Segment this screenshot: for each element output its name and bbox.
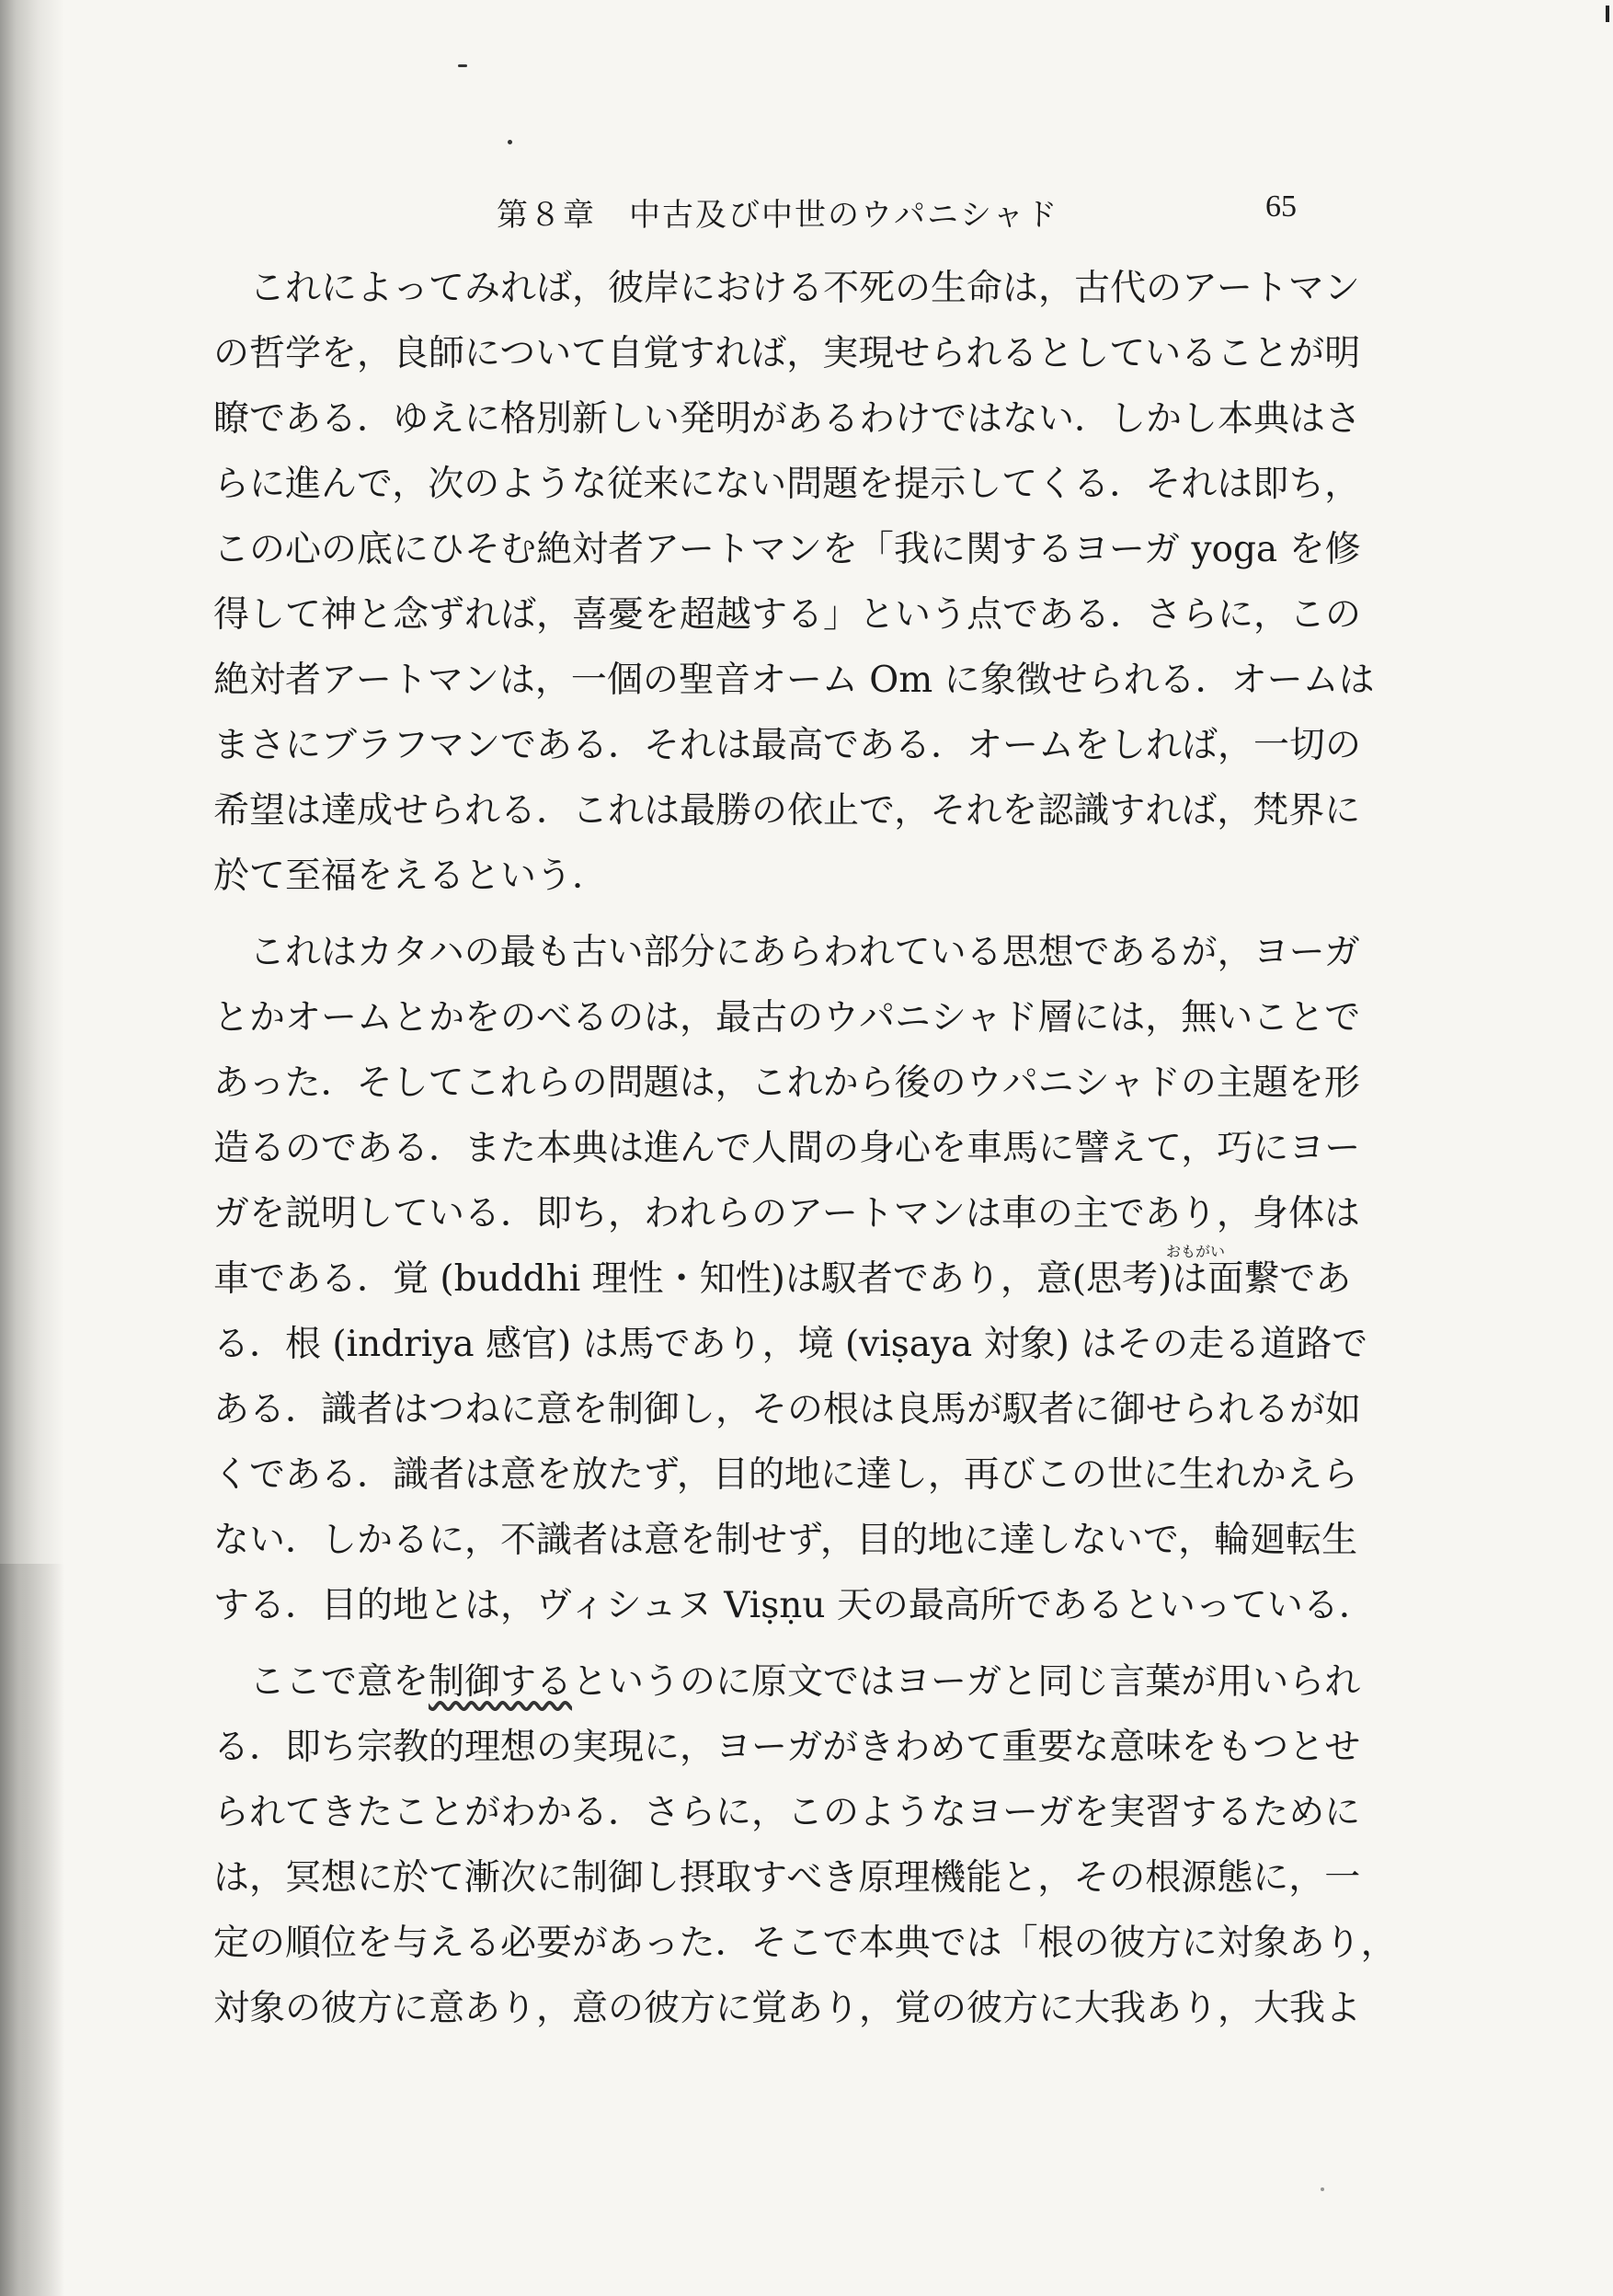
text-line: の哲学を，良師について自覚すれば，実現せられるとしていることが明 (213, 333, 1361, 374)
text-line: ガを説明している．即ち，われらのアートマンは車の主であり，身体は (213, 1193, 1360, 1234)
scan-speck (508, 140, 512, 144)
text-line: 造るのである．また本典は進んで人間の身心を車馬に譬えて，巧にヨー (213, 1128, 1361, 1169)
text-line: る．即ち宗教的理想の実現に，ヨーガがきわめて重要な意味をもつとせ (213, 1727, 1361, 1768)
text-line: 瞭である．ゆえに格別新しい発明があるわけではない．しかし本典はさ (213, 398, 1362, 440)
text-line: まさにブラフマンである．それは最高である．オームをしれば，一切の (213, 725, 1362, 766)
running-head (497, 189, 1297, 241)
text-line: 希望は達成せられる．これは最勝の依止で，それを認識すれば，梵界に (213, 790, 1361, 832)
chapter-title: 第８章 中古及び中世のウパニシャド (497, 197, 1059, 234)
text-line: あった．そしてこれらの問題は，これから後のウパニシャドの主題を形 (213, 1062, 1360, 1104)
text-line: おもがい 車である．覚 (buddhi 理性・知性)は馭者であり，意(思考)は面繋であ (213, 1243, 1352, 1300)
text-line: これはカタハの最も古い部分にあらわれている思想であるが，ヨーガ (213, 932, 1360, 973)
body-text (213, 256, 1397, 2041)
scan-speck (1321, 2187, 1324, 2191)
text-line: この心の底にひそむ絶対者アートマンを「我に関するヨーガ yoga を修 (213, 529, 1361, 570)
scan-speck (458, 64, 467, 67)
ruby-annotation: おもがい (1166, 1243, 1226, 1260)
text-line: ない．しかるに，不識者は意を制せず，目的地に達しないで，輪廻転生 (213, 1520, 1358, 1561)
gutter-shadow-lower (0, 1564, 64, 2296)
text-line: とかオームとかをのべるのは，最古のウパニシャド層には，無いことで (213, 997, 1361, 1039)
edge-mark (1606, 6, 1609, 22)
text-line: る．根 (indriya 感官) は馬であり，境 (viṣaya 対象) はその走る道路で (213, 1324, 1368, 1365)
text-line: らに進んで，次のような従来にない問題を提示してくる．それは即ち， (213, 464, 1361, 505)
text-line: られてきたことがわかる．さらに，このようなヨーガを実習するために (213, 1792, 1361, 1833)
page-number: 65 (1265, 189, 1297, 224)
text-line: 於て至福をえるという． (213, 855, 609, 897)
underlined-phrase: 制御する (429, 1661, 573, 1703)
text-line: これによってみれば，彼岸における不死の生命は，古代のアートマン (213, 268, 1360, 309)
text-line: 絶対者アートマンは，一個の聖音オーム Om に象徴せられる．オームは (213, 660, 1375, 701)
text-line: は，冥想に於て漸次に制御し摂取すべき原理機能と，その根源態に，一 (213, 1857, 1361, 1899)
text-line: ある．識者はつねに意を制御し，その根は良馬が馭者に御せられるが如 (213, 1389, 1362, 1430)
text-line: くである．識者は意を放たず，目的地に達し，再びこの世に生れかえら (213, 1454, 1358, 1496)
text-line: 対象の彼方に意あり，意の彼方に覚あり，覚の彼方に大我あり，大我よ (213, 1988, 1362, 2029)
text-line: ここで意を制御するというのに原文ではヨーガと同じ言葉が用いられ (213, 1661, 1361, 1703)
text-line: 定の順位を与える必要があった．そこで本典では「根の彼方に対象あり， (213, 1923, 1397, 1964)
text-line: する．目的地とは，ヴィシュヌ Viṣṇu 天の最高所であるといっている． (213, 1585, 1375, 1626)
text-line: 得して神と念ずれば，喜憂を超越する」という点である．さらに，この (213, 594, 1362, 636)
